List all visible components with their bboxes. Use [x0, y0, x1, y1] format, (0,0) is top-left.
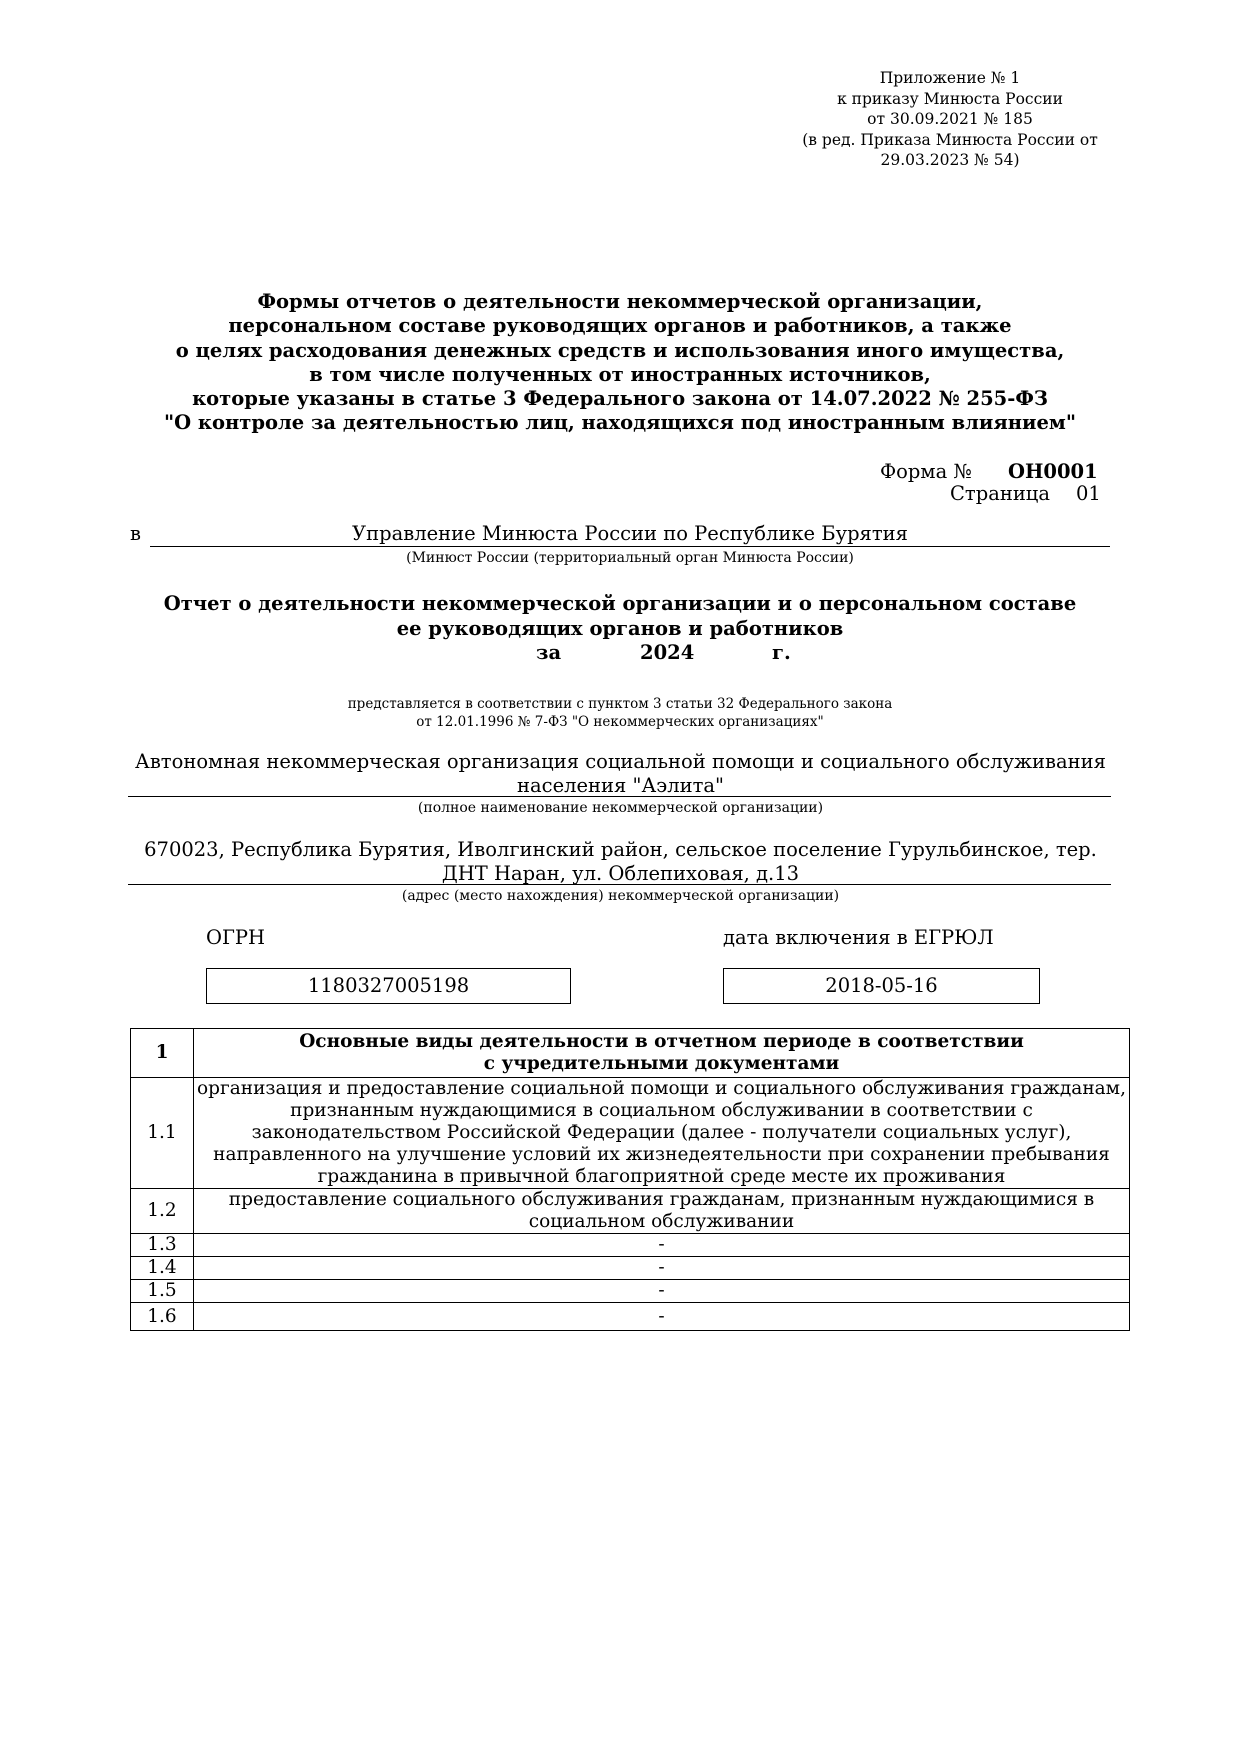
- table-row: [131, 1257, 1130, 1280]
- report-title: [100, 592, 1140, 666]
- page-label: Страница: [950, 482, 1050, 505]
- section-header: [194, 1029, 1130, 1078]
- row-description: [194, 1078, 1130, 1189]
- organization-address-line: 670023, Республика Бурятия, Иволгинский район, сельское поселение Гурульбинское, тер.: [144, 838, 1097, 861]
- form-label: Форма №: [880, 460, 972, 483]
- row-description: [194, 1189, 1130, 1234]
- row-number: 1.6: [131, 1303, 194, 1331]
- title-line: "О контроле за деятельностью лиц, находящихся под иностранным влиянием": [163, 411, 1077, 435]
- organization-name: [128, 750, 1113, 797]
- table-row: [131, 1234, 1130, 1257]
- document-title: [100, 290, 1140, 436]
- recipient-prefix: в: [130, 522, 141, 545]
- appendix-line: Приложение № 1: [879, 69, 1021, 87]
- appendix-reference: [790, 68, 1110, 171]
- section-header-line: с учредительными документами: [483, 1053, 840, 1074]
- row-number: 1.4: [131, 1257, 194, 1280]
- table-row: [131, 1189, 1130, 1234]
- row-description: -: [194, 1234, 1130, 1257]
- organization-address-line: ДНТ Наран, ул. Облепиховая, д.13: [441, 861, 800, 885]
- organization-address-underline: [128, 884, 1111, 885]
- table-row: [131, 1280, 1130, 1303]
- organization-name-caption: (полное наименование некоммерческой организации): [417, 800, 824, 816]
- description-line: направленного на улучшение условий их жизнедеятельности при сохранении пребывания: [213, 1144, 1110, 1165]
- organization-address: [128, 838, 1113, 885]
- organization-name-line: населения "Аэлита": [517, 773, 724, 797]
- row-description: -: [194, 1303, 1130, 1331]
- legal-basis: [230, 695, 1010, 731]
- description-line: социальном обслуживании: [528, 1211, 795, 1232]
- recipient-caption: (Минюст России (территориальный орган Минюста России): [406, 550, 854, 566]
- period-year: 2024: [640, 641, 695, 664]
- row-number: 1.5: [131, 1280, 194, 1303]
- organization-name-line: Автономная некоммерческая организация социальной помощи и социального обслуживания: [135, 750, 1106, 773]
- ogrn-field: 1180327005198: [206, 968, 571, 1004]
- table-header-row: [131, 1029, 1130, 1078]
- row-number: 1.2: [131, 1189, 194, 1234]
- description-line: организация и предоставление социальной помощи и социального обслуживания гражданам,: [197, 1078, 1126, 1099]
- table-row: [131, 1078, 1130, 1189]
- title-line: о целях расходования денежных средств и использования иного имущества,: [175, 338, 1065, 362]
- organization-name-underline: [128, 796, 1111, 797]
- description-line: признанным нуждающимися в социальном обслуживании в соответствии с: [290, 1100, 1033, 1121]
- title-line: Формы отчетов о деятельности некоммерческой организации,: [257, 290, 983, 313]
- organization-address-caption: (адрес (место нахождения) некоммерческой организации): [401, 888, 840, 904]
- recipient-field: Управление Минюста России по Республике Бурятия: [150, 522, 1110, 547]
- row-description: -: [194, 1280, 1130, 1303]
- egrul-date-label: дата включения в ЕГРЮЛ: [723, 926, 994, 949]
- description-line: гражданина в привычной благоприятной среде месте их проживания: [317, 1166, 1006, 1187]
- report-title-line: Отчет о деятельности некоммерческой организации и о персональном составе: [163, 592, 1077, 615]
- page-value: 01: [1076, 482, 1101, 505]
- appendix-line: к приказу Минюста России: [837, 89, 1063, 108]
- title-line: персональном составе руководящих органов и работников, а также: [228, 314, 1012, 338]
- period-for-label: за: [536, 641, 562, 664]
- section-number: 1: [131, 1029, 194, 1078]
- row-number: 1.1: [131, 1078, 194, 1189]
- page-number: [950, 482, 1130, 506]
- report-period: [100, 641, 1140, 666]
- title-line: которые указаны в статье 3 Федерального закона от 14.07.2022 № 255-ФЗ: [192, 387, 1048, 411]
- table-row: [131, 1303, 1130, 1331]
- description-line: предоставление социального обслуживания гражданам, признанным нуждающимися в: [228, 1189, 1095, 1210]
- legal-basis-line: представляется в соответствии с пунктом 3 статьи 32 Федерального закона: [347, 696, 893, 712]
- row-description: -: [194, 1257, 1130, 1280]
- form-number: [880, 460, 1110, 484]
- description-line: законодательством Российской Федерации (далее - получатели социальных услуг),: [251, 1122, 1072, 1143]
- legal-basis-line: от 12.01.1996 № 7-ФЗ "О некоммерческих организациях": [416, 714, 824, 730]
- appendix-line: от 30.09.2021 № 185: [867, 110, 1033, 128]
- period-year-suffix: г.: [772, 641, 791, 664]
- appendix-line: (в ред. Приказа Минюста России от: [802, 130, 1098, 149]
- activities-table: [130, 1028, 1130, 1331]
- appendix-line: 29.03.2023 № 54): [880, 151, 1020, 169]
- egrul-date-field: 2018-05-16: [723, 968, 1040, 1004]
- form-code: ОН0001: [1008, 460, 1098, 483]
- section-header-line: Основные виды деятельности в отчетном периоде в соответствии: [299, 1031, 1024, 1052]
- ogrn-label: ОГРН: [206, 926, 266, 949]
- title-line: в том числе полученных от иностранных источников,: [309, 362, 931, 386]
- report-title-line: ее руководящих органов и работников: [396, 616, 844, 640]
- row-number: 1.3: [131, 1234, 194, 1257]
